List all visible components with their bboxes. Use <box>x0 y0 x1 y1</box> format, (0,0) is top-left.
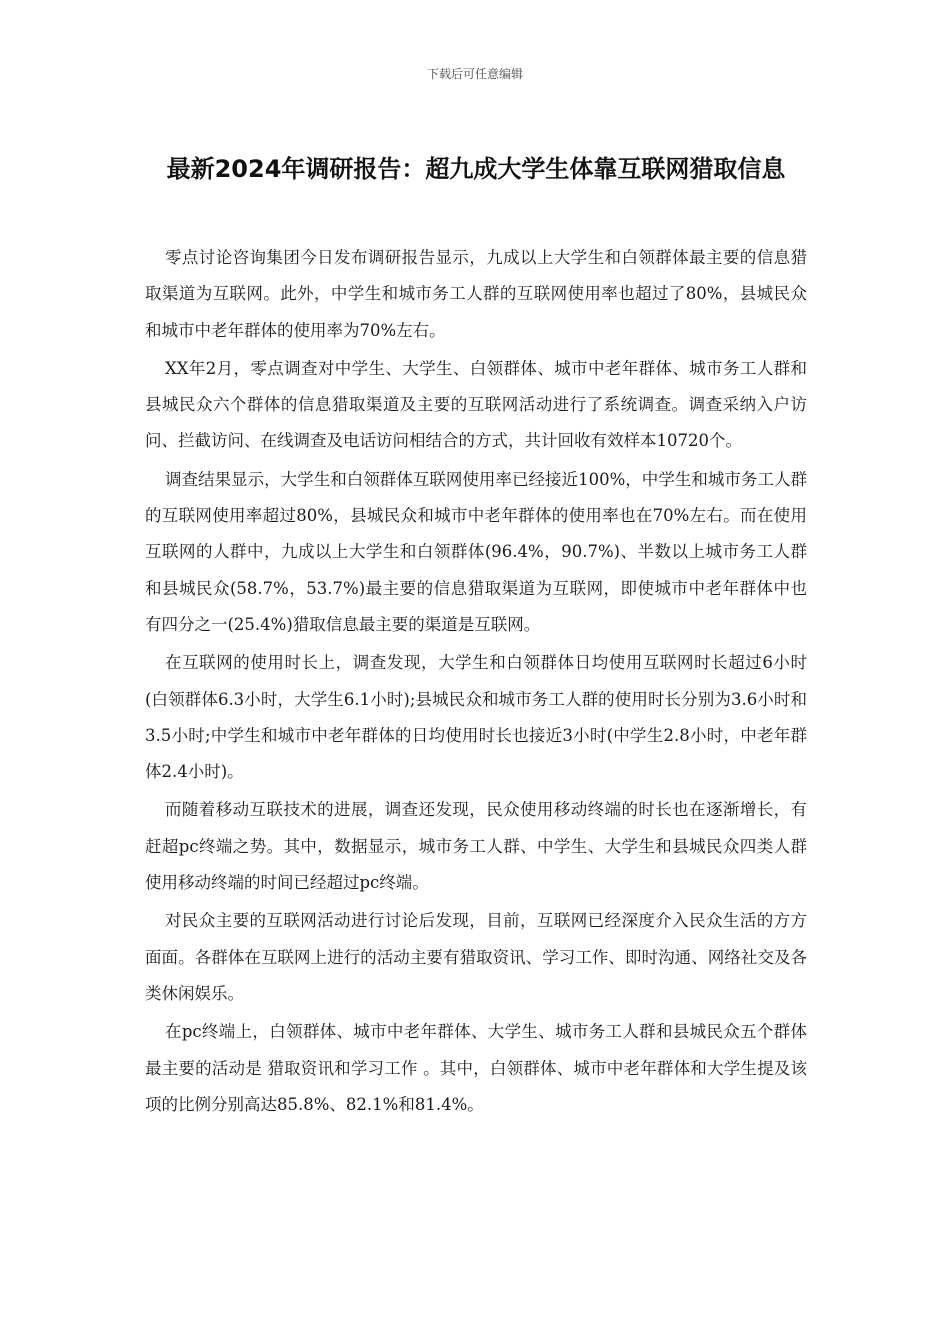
document-title: 最新2024年调研报告：超九成大学生体靠互联网猎取信息 <box>166 155 786 183</box>
document-body <box>145 240 807 1125</box>
body-paragraph: 在互联网的使用时长上，调查发现，大学生和白领群体日均使用互联网时长超过6小时(白领群体6.3小时，大学生6.1小时);县城民众和城市务工人群的使用时长分别为3.6小时和3.5小时;中学生和城市中老年群体的日均使用时长也接近3小时(中学生2.8小时，中老年群体2.4小时)。 <box>145 653 807 782</box>
body-paragraph: 零点讨论咨询集团今日发布调研报告显示，九成以上大学生和白领群体最主要的信息猎取渠道为互联网。此外，中学生和城市务工人群的互联网使用率也超过了80%，县城民众和城市中老年群体的使用率为70%左右。 <box>145 248 807 340</box>
body-paragraph: 而随着移动互联技术的进展，调查还发现，民众使用移动终端的时长也在逐渐增长，有赶超pc终端之势。其中，数据显示，城市务工人群、中学生、大学生和县城民众四类人群使用移动终端的时间已经超过pc终端。 <box>145 800 807 893</box>
body-paragraph: 对民众主要的互联网活动进行讨论后发现，目前，互联网已经深度介入民众生活的方方面面。各群体在互联网上进行的活动主要有猎取资讯、学习工作、即时沟通、网络社交及各类休闲娱乐。 <box>145 911 807 1003</box>
body-paragraph: 调查结果显示，大学生和白领群体互联网使用率已经接近100%，中学生和城市务工人群的互联网使用率超过80%，县城民众和城市中老年群体的使用率也在70%左右。而在使用互联网的人群中，九成以上大学生和白领群体(96.4%，90.7%)、半数以上城市务工人群和县城民众(58.7%，53.7%)最主要的信息猎取渠道为互联网，即使城市中老年群体中也有四分之一(25.4%)猎取信息最主要的渠道是互联网。 <box>145 469 807 634</box>
body-paragraph: 在pc终端上，白领群体、城市中老年群体、大学生、城市务工人群和县城民众五个群体最主要的活动是 猎取资讯和学习工作 。其中，白领群体、城市中老年群体和大学生提及该项的比例分别高达85.8%、82.1%和81.4%。 <box>145 1022 807 1114</box>
body-paragraph: XX年2月，零点调查对中学生、大学生、白领群体、城市中老年群体、城市务工人群和县城民众六个群体的信息猎取渠道及主要的互联网活动进行了系统调查。调查采纳入户访问、拦截访问、在线调查及电话访问相结合的方式，共计回收有效样本10720个。 <box>145 358 807 451</box>
page-header-note: 下载后可任意编辑 <box>426 67 523 81</box>
